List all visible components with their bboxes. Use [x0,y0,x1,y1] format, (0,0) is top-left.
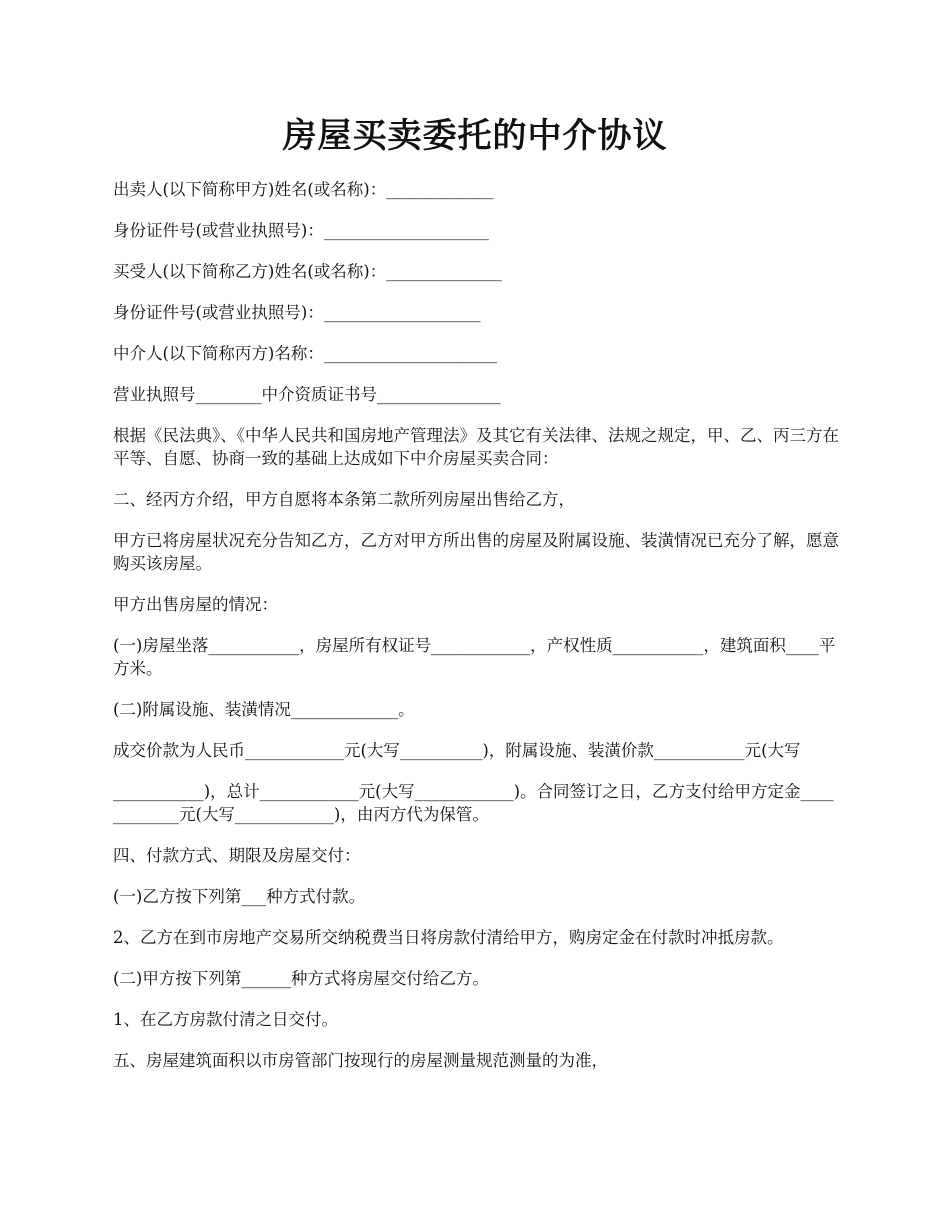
buyer-id-line: 身份证件号(或营业执照号)：___________________ [113,303,481,322]
payment-method-line: (一)乙方按下列第___种方式付款。 [113,887,366,906]
agent-name-line: 中介人(以下简称丙方)名称：_____________________ [113,344,498,363]
facilities-paragraph: (二)附属设施、装潢情况_____________。 [113,700,415,719]
document-title: 房屋买卖委托的中介协议 [282,116,668,156]
seller-id-line: 身份证件号(或营业执照号)：____________________ [113,221,489,240]
property-situation-heading: 甲方出售房屋的情况： [113,595,278,614]
property-location-paragraph: (一)房屋坐落___________，房屋所有权证号____________，产权性质___________，建筑面积____平方米。 [113,636,836,678]
clause-five-paragraph: 五、房屋建筑面积以市房管部门按现行的房屋测量规范测量的为准， [113,1051,608,1070]
buyer-name-line: 买受人(以下简称乙方)姓名(或名称)：______________ [113,262,502,281]
agent-license-line: 营业执照号________中介资质证书号_______________ [113,385,501,404]
clause-four-heading: 四、付款方式、期限及房屋交付： [113,846,361,865]
seller-name-line: 出卖人(以下简称甲方)姓名(或名称)：_____________ [113,180,494,199]
delivery-method-line: (二)甲方按下列第______种方式将房屋交付给乙方。 [113,969,489,988]
clause-two-intro: 二、经丙方介绍，甲方自愿将本条第二款所列房屋出售给乙方， [113,490,575,509]
document-body [113,178,841,1090]
disclosure-paragraph: 甲方已将房屋状况充分告知乙方，乙方对甲方所出售的房屋及附属设施、装潢情况已充分了解，愿意购买该房屋。 [113,531,839,573]
delivery-option-one: 1、在乙方房款付清之日交付。 [113,1010,338,1029]
payment-option-two: 2、乙方在到市房地产交易所交纳税费当日将房款付清给甲方，购房定金在付款时冲抵房款。 [113,928,784,947]
total-deposit-paragraph: ___________)，总计____________元(大写____________)。合同签订之日，乙方支付给甲方定金____________元(大写____________)，由丙方代为保管。 [113,782,834,824]
legal-basis-paragraph: 根据《民法典》、《中华人民共和国房地产管理法》及其它有关法律、法规之规定，甲、乙、丙三方在平等、自愿、协商一致的基础上达成如下中介房屋买卖合同： [113,426,839,468]
price-paragraph: 成交价款为人民币____________元(大写__________)，附属设施、装潢价款___________元(大写 [113,741,801,760]
